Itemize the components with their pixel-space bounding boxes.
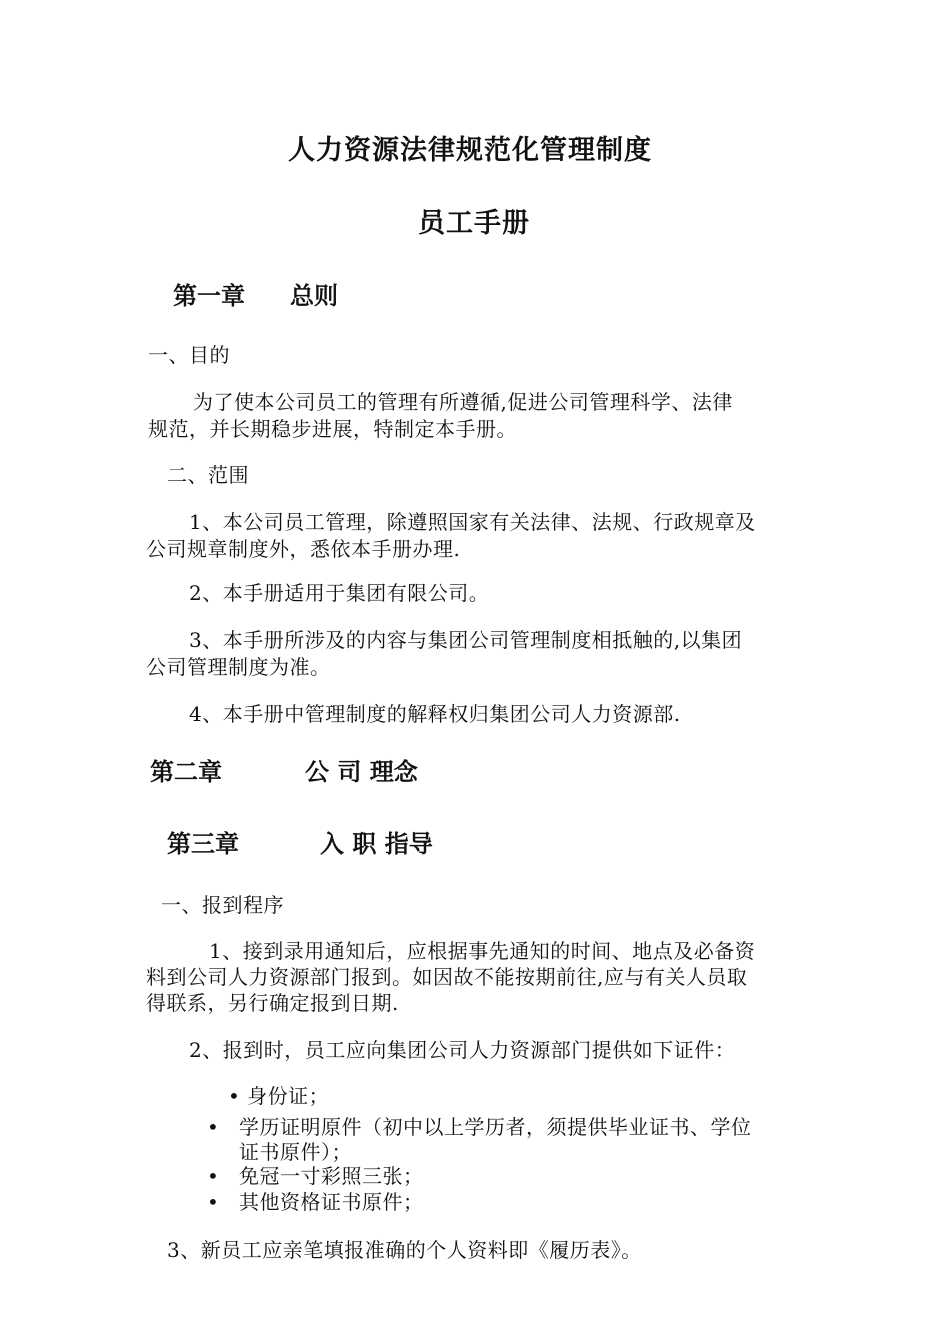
chapter-2-title: 公 司 理念: [305, 758, 418, 786]
section-heading-scope: 二、范围: [167, 463, 249, 487]
scope-item-1-line-2: 公司规章制度外，悉依本手册办理.: [146, 537, 461, 561]
document-list-item-diploma-line-1: 学历证明原件（初中以上学历者，须提供毕业证书、学位: [239, 1115, 752, 1139]
section-heading-report-procedure: 一、报到程序: [161, 893, 284, 917]
chapter-1-title: 总则: [290, 282, 338, 310]
bullet-icon: •: [207, 1190, 219, 1214]
report-item-2: 2、报到时，员工应向集团公司人力资源部门提供如下证件：: [189, 1038, 736, 1062]
document-list-item-certificates: 其他资格证书原件；: [239, 1190, 424, 1214]
report-item-3: 3、新员工应亲笔填报准确的个人资料即《履历表》。: [167, 1238, 642, 1262]
scope-item-2: 2、本手册适用于集团有限公司。: [189, 581, 490, 605]
chapter-2-number: 第二章: [150, 758, 222, 786]
scope-item-1-line-1: 1、本公司员工管理，除遵照国家有关法律、法规、行政规章及: [189, 510, 756, 534]
report-item-1-line-1: 1、接到录用通知后，应根据事先通知的时间、地点及必备资: [209, 939, 756, 963]
report-item-1-line-3: 得联系，另行确定报到日期.: [146, 991, 399, 1015]
bullet-icon: •: [207, 1115, 219, 1139]
section-heading-purpose: 一、目的: [148, 343, 230, 367]
scope-item-4: 4、本手册中管理制度的解释权归集团公司人力资源部.: [189, 702, 681, 726]
purpose-paragraph-line-1: 为了使本公司员工的管理有所遵循,促进公司管理科学、法律: [193, 390, 733, 414]
document-list-item-id-card: • 身份证；: [228, 1084, 330, 1108]
bullet-icon: •: [207, 1164, 219, 1188]
chapter-3-number: 第三章: [167, 830, 239, 858]
scope-item-3-line-1: 3、本手册所涉及的内容与集团公司管理制度相抵触的,以集团: [189, 628, 743, 652]
document-list-item-diploma-line-2: 证书原件）；: [239, 1140, 352, 1164]
purpose-paragraph-line-2: 规范，并长期稳步进展，特制定本手册。: [148, 417, 517, 441]
report-item-1-line-2: 料到公司人力资源部门报到。如因故不能按期前往,应与有关人员取: [146, 965, 748, 989]
chapter-1-number: 第一章: [173, 282, 245, 310]
document-subtitle: 员工手册: [418, 208, 530, 239]
scope-item-3-line-2: 公司管理制度为准。: [146, 655, 331, 679]
chapter-3-title: 入 职 指导: [320, 830, 433, 858]
document-title: 人力资源法律规范化管理制度: [288, 135, 652, 166]
document-list-item-photos: 免冠一寸彩照三张；: [239, 1164, 424, 1188]
